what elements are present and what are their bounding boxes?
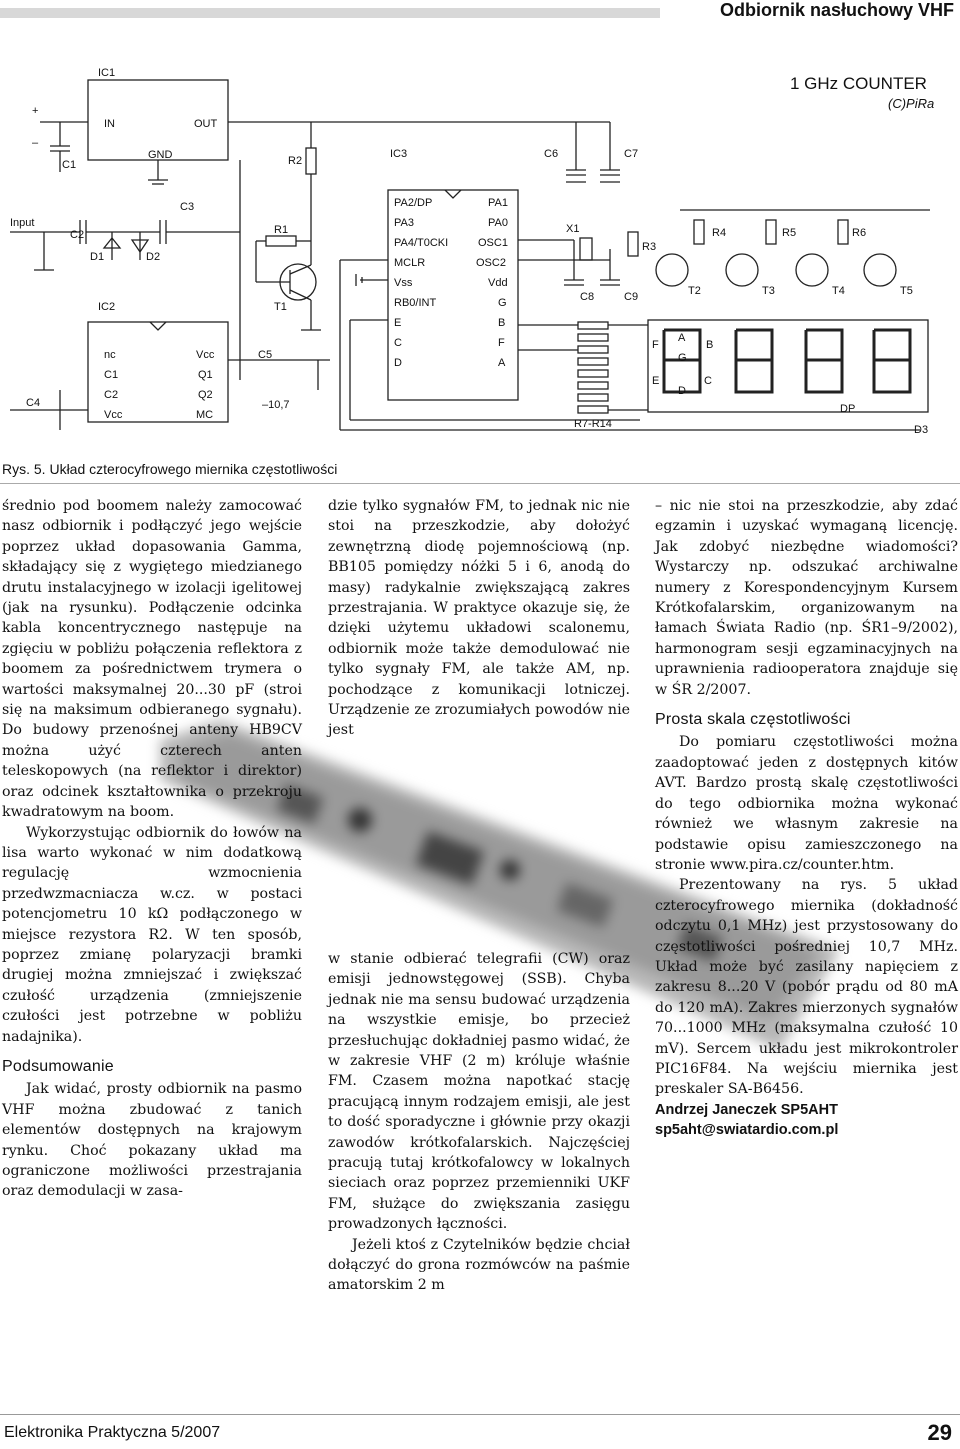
c1-label: C1 (62, 159, 77, 171)
seg-f: F (652, 339, 659, 351)
t2-label: T2 (688, 285, 701, 297)
c8-label: C8 (580, 291, 595, 303)
r2-label: R2 (288, 155, 303, 167)
text-column-1 (2, 496, 302, 1202)
col2-paragraph-2: w stanie odbierać telegrafii (CW) oraz emisji jednowstęgowej (SSB). Chyba jednak nie ma sensu budować urządzenia na wszystkie emisje, bo przecież przesłuchując dokładniej pasmo widać, że w zakresie VHF (2 m) króluje właśnie FM. Czasem można napotkać stację pracującą innym rodzajem emisji, ale jest to dość sporadyczne i głównie przy okazji zawodów krótkofalarskich. Najczęściej pracują tutaj krótkofalowcy w lokalnych sieciach oraz poprzez przemienniki UKF FM, służące do zwiększania zasięgu prowadzonych łączności. (328, 950, 631, 1233)
c2-label: C2 (70, 229, 85, 241)
ic2-pin-r3: MC (196, 409, 214, 421)
ic1-out: OUT (194, 118, 218, 130)
col3-paragraph-2: Do pomiaru częstotliwości można zaadoptować jeden z dostępnych kitów AVT. Bardzo prostą skalę częstotliwości do tego odbiornika można wykonać również we własnym zakresie na podstawie opisu zamieszczonego na stronie www.pira.cz/counter.htm. (655, 734, 958, 873)
ic3-label: IC3 (390, 148, 408, 160)
display-frame (648, 320, 928, 412)
t1-label: T1 (274, 301, 287, 313)
ic2-pin-r0: Vcc (196, 349, 215, 361)
ic2-pin-l0: nc (104, 349, 116, 361)
r1-label: R1 (274, 224, 289, 236)
ic3-pin-l5: RB0/INT (394, 297, 437, 309)
ic3-pin-l7: C (394, 337, 402, 349)
ic3-pin-l0: PA2/DP (394, 197, 433, 209)
seg-d: D (678, 385, 686, 397)
ic3-pin-l2: PA4/T0CKI (394, 237, 449, 249)
schematic-title: 1 GHz COUNTER (790, 74, 927, 93)
section-heading-podsumowanie: Podsumowanie (2, 1057, 114, 1075)
author-name: Andrzej Janeczek SP5AHT (655, 1101, 838, 1118)
plus-label: + (32, 105, 39, 117)
ic3-pin-r1: PA0 (488, 217, 508, 229)
footer-publication: Elektronika Praktyczna 5/2007 (4, 1424, 221, 1441)
ic3-pin-r4: Vdd (488, 277, 508, 289)
ic2-pin-r1: Q1 (198, 369, 213, 381)
seg-e: E (652, 375, 660, 387)
ic1-label: IC1 (98, 67, 116, 79)
r6-label: R6 (852, 227, 867, 239)
t4-label: T4 (832, 285, 845, 297)
c9-label: C9 (624, 291, 639, 303)
col1-paragraph-3: Jak widać, prosty odbiornik na pasmo VHF można zbudować z tanich elementów dostępnych na krajowym rynku. Choć pokazany układ ma ograniczone możliwości przestrajania oraz demodulacji w zasa- (2, 1081, 302, 1200)
ic2-pin-l2: C2 (104, 389, 119, 401)
seg-g: G (678, 352, 687, 364)
text-column-2 (328, 496, 630, 1296)
ic2-pin-l3: Vcc (104, 409, 123, 421)
ic3-pin-l8: D (394, 357, 402, 369)
r7-r14-ladder (578, 322, 608, 413)
r7r14-label: R7-R14 (574, 418, 612, 430)
seven-seg-displays (664, 330, 910, 392)
d3-label: D3 (914, 424, 929, 436)
d2-label: D2 (146, 251, 161, 263)
running-header: Odbiornik nasłuchowy VHF (719, 0, 954, 20)
seg-b: B (706, 339, 714, 351)
c7-label: C7 (624, 148, 639, 160)
ic3-pin-r6: B (498, 317, 506, 329)
caption-divider (0, 483, 960, 484)
ic1-gnd: GND (148, 149, 173, 161)
page-number: 29 (927, 1420, 952, 1445)
r1 (266, 236, 296, 246)
text-column-3 (655, 496, 958, 1140)
ic2-pin-r2: Q2 (198, 389, 213, 401)
schematic-subtitle: (C)PiRa (888, 96, 935, 111)
dp-label: DP (840, 403, 856, 415)
c3-label: C3 (180, 201, 195, 213)
r3-label: R3 (642, 241, 657, 253)
r5-label: R5 (782, 227, 797, 239)
col1-paragraph-2: Wykorzystując odbiornik do łowów na lisa warto wykonać w nim dodatkową regulację wzmocnienia przedwzmacniacza w.cz. w postaci potencjometru 10 kΩ podłączonego w miejsce rezystora R2. W ten sposób, poprzez zmianę polaryzacji bramki drugiej można zmniejszać i zwiększać czułość urządzenia (zmniejszenie czułości jest potrzebne w pobliżu nadajnika). (2, 824, 302, 1045)
d1-label: D1 (90, 251, 105, 263)
col3-paragraph-3: Prezentowany na rys. 5 układ czterocyfrowego miernika (dokładność odczytu 0,1 MHz) jest przystosowany do częstotliwości pośredniej 10,7 MHz. Układ może być zasilany napięciem z zakresu 8...20 V (pobór prądu od 80 mA do 120 mA). Zakres mierzonych sygnałów 70...1000 MHz (maksymalna czułość 10 mV). Sercem układu jest mikrokontroler PIC16F84. Na wejściu miernika jest preskaler SA-B6456. (655, 877, 958, 1098)
seg-a: A (678, 332, 686, 344)
col2-paragraph-3: Jeżeli ktoś z Czytelników będzie chciał dołączyć do grona rozmówców na paśmie amatorskim 2 m (328, 1236, 630, 1294)
counter-schematic (0, 60, 960, 450)
figure-caption: Rys. 5. Układ czterocyfrowego miernika częstotliwości (2, 461, 338, 477)
col2-paragraph-1: dzie tylko sygnałów FM, to jednak nic nie stoi na przeszkodzie, aby dołożyć zewnętrzną diodę pojemnościową (np. BB105 pomiędzy nóżki 5 i 6, anodą do masy) radykalnie zwiększającą zakres przestrajania. W praktyce okazuje się, że dzięki użytemu układowi scalonemu, odbiornik może także demodulować nie tylko sygnały FM, ale także AM, np. pochodzące z komunikacji lotniczej. Urządzenie ze zrozumiałych powodów nie jest (328, 498, 630, 739)
x1-label: X1 (566, 223, 580, 235)
t5-label: T5 (900, 285, 913, 297)
col1-paragraph-1: średnio pod boomem należy zamocować nasz odbiornik i podłączyć jego wejście poprzez układ dopasowania Gamma, składający się z wygiętego miedzianego drutu instalacyjnego w izolacji igelitowej (jak na rysunku). Podłączenie odcinka kabla koncentrycznego następuje na zgięciu w pobliżu połączenia reflektora z boomem za pośrednictwem trymera o wartości maksymalnej 20...30 pF (stroi się na maksimum odbieranego sygnału). Do budowy przenośnej anteny HB9CV można użyć czterech anten teleskopowych (na reflektor i direktor) oraz odcinek kształtownika o przekroju kwadratowym na boom. (2, 498, 302, 821)
ic3-pin-r8: A (498, 357, 506, 369)
ic3-pin-r0: PA1 (488, 197, 508, 209)
ic3-pin-r7: F (498, 337, 505, 349)
header-bar (0, 8, 660, 18)
minus-label: – (32, 137, 39, 149)
ic3-pin-l3: MCLR (394, 257, 426, 269)
ic2-label: IC2 (98, 301, 116, 313)
ic3-pin-r2: OSC1 (478, 237, 508, 249)
t3-label: T3 (762, 285, 775, 297)
ic1-in: IN (104, 118, 115, 130)
ic3-pin-l6: E (394, 317, 402, 329)
footer-divider (0, 1414, 960, 1415)
r3 (628, 232, 638, 256)
ic3-pin-l4: Vss (394, 277, 413, 289)
v107-label: –10,7 (262, 399, 290, 411)
c4-label: C4 (26, 397, 41, 409)
ic3-pin-r5: G (498, 297, 507, 309)
seg-c: C (704, 375, 712, 387)
col3-paragraph-1: – nic nie stoi na przeszkodzie, aby zdać egzamin i uzyskać wymaganą licencję. Jak zdobyć niezbędne wiadomości? Wystarczy np. odszukać archiwalne numery z Korespondencyjnym Kursem Krótkofalarskim, organizowanym na łamach Świata Radio (np. ŚR1–9/2002), harmonogram sesji egzaminacyjnych na uprawnienia radiooperatora znajduje się w ŚR 2/2007. (655, 498, 958, 698)
input-label: Input (10, 217, 35, 229)
section-heading-skala: Prosta skala częstotliwości (655, 711, 851, 729)
c5-label: C5 (258, 349, 273, 361)
x1 (580, 238, 592, 260)
r4-label: R4 (712, 227, 727, 239)
ic3-pin-r3: OSC2 (476, 257, 506, 269)
r2 (306, 148, 316, 174)
ic3-pin-l1: PA3 (394, 217, 414, 229)
ic2-pin-l1: C1 (104, 369, 119, 381)
c6-label: C6 (544, 148, 559, 160)
author-email[interactable]: sp5aht@swiatardio.com.pl (655, 1121, 839, 1138)
